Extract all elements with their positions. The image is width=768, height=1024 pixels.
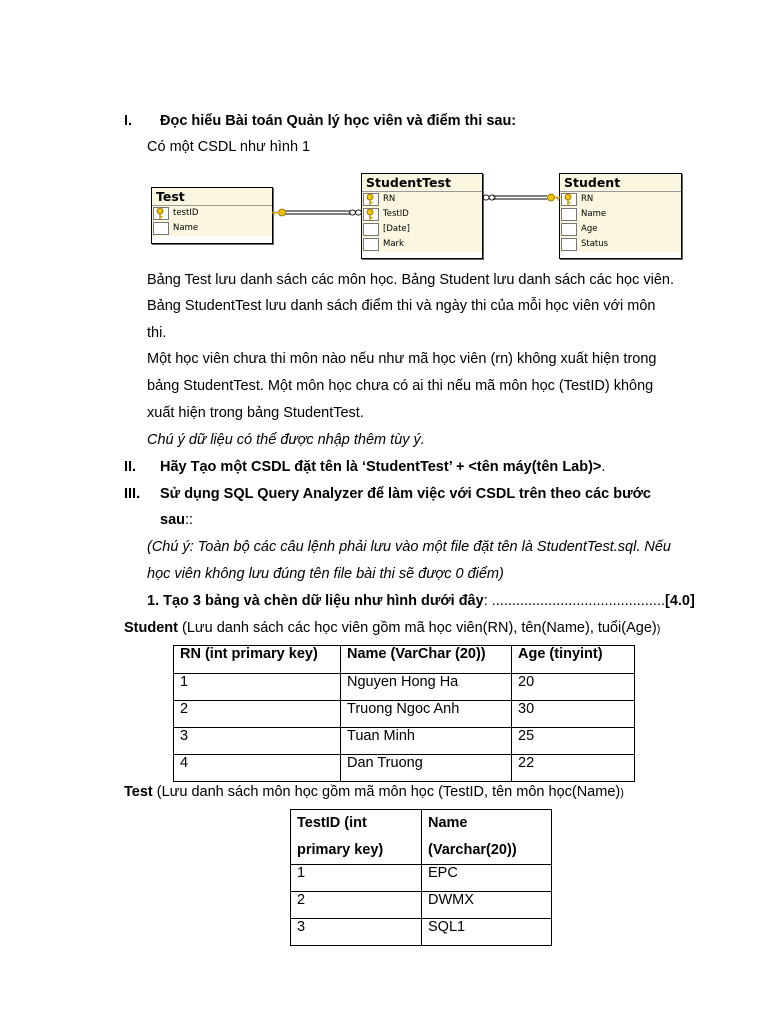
table-header-cell: Age (tinyint): [512, 646, 635, 674]
table-cell: 30: [512, 701, 635, 728]
table-cell: 1: [174, 674, 341, 701]
diagram-field-row: [362, 237, 482, 252]
test-data-table: [290, 809, 552, 946]
table-row: [291, 865, 552, 892]
diagram-field-name: Age: [581, 224, 598, 234]
section-3-note-line2: học viên không lưu đúng tên file bài thi sẽ được 0 điểm): [147, 566, 504, 582]
diagram-field-name: [Date]: [383, 224, 410, 234]
diagram-table-student: [559, 173, 682, 259]
section-1-title: Đọc hiểu Bài toán Quản lý học viên và điểm thi sau:: [160, 113, 517, 129]
table-header-cell: [291, 810, 422, 865]
note-line: Chú ý dữ liệu có thể được nhập thêm tùy ý.: [147, 432, 425, 448]
paragraph-line: Một học viên chưa thi môn nào nếu như mã học viên (rn) không xuất hiện trong: [147, 351, 657, 367]
table-cell: 2: [174, 701, 341, 728]
table-cell: 3: [291, 919, 422, 946]
section-3-number: III.: [124, 486, 141, 502]
table-row: [174, 728, 635, 755]
diagram-table-title: Test: [152, 188, 272, 206]
row-selector: [363, 238, 379, 251]
diagram-field-name: testID: [173, 208, 199, 218]
diagram-field-row: [362, 207, 482, 222]
key-icon: [365, 193, 375, 206]
diagram-field-row: [152, 221, 272, 236]
section-3-note-line1: (Chú ý: Toàn bộ các câu lệnh phải lưu vào một file đặt tên là StudentTest.sql. Nếu: [147, 539, 671, 555]
row-selector: [363, 223, 379, 236]
table-header-cell: Name (VarChar (20)): [341, 646, 512, 674]
header-line: primary key): [297, 842, 384, 858]
infinity-icon: [350, 210, 362, 215]
section-3-title-word: sau: [160, 512, 185, 528]
diagram-field-name: Name: [173, 223, 199, 233]
student-caption-name: Student: [124, 620, 178, 636]
test-caption-desc: (Lưu danh sách môn học gồm mã môn học (TestID, tên môn học(Name): [152, 784, 621, 800]
diagram-table-test: [151, 187, 273, 244]
table-row: [291, 919, 552, 946]
table-header-row: [291, 810, 552, 865]
table-cell: 25: [512, 728, 635, 755]
diagram-table-title: Student: [560, 174, 681, 192]
header-line: Name: [428, 815, 468, 831]
header-line: (Varchar(20)): [428, 842, 517, 858]
diagram-field-row: [362, 222, 482, 237]
table-cell: 20: [512, 674, 635, 701]
student-data-table: [173, 645, 635, 782]
table-cell: 3: [174, 728, 341, 755]
diagram-field-row: [560, 222, 681, 237]
section-3-title-line2: [160, 512, 193, 528]
section-1-number: I.: [124, 113, 133, 129]
row-selector: [561, 208, 577, 221]
section-2-title: Hãy Tạo một CSDL đặt tên là ‘StudentTest’ + <tên máy(tên Lab)>: [160, 459, 602, 475]
diagram-field-name: Name: [581, 209, 607, 219]
task-1-dots: : ...........................................: [483, 593, 665, 609]
section-3-title-line1: Sử dụng SQL Query Analyzer để làm việc với CSDL trên theo các bước: [160, 486, 651, 502]
test-table-caption: [124, 784, 624, 800]
relationship-line-studenttest-student: [481, 191, 561, 205]
row-selector: [561, 238, 577, 251]
table-row: [174, 755, 635, 782]
table-cell: Tuan Minh: [341, 728, 512, 755]
section-2-number: II.: [124, 459, 137, 475]
table-cell: EPC: [422, 865, 552, 892]
table-cell: Dan Truong: [341, 755, 512, 782]
task-1-line: [147, 593, 695, 609]
section-2-text: [160, 459, 605, 475]
table-cell: Nguyen Hong Ha: [341, 674, 512, 701]
table-row: [291, 892, 552, 919]
paragraph-line: thi.: [147, 325, 167, 341]
diagram-field-name: RN: [581, 194, 594, 204]
table-cell: 4: [174, 755, 341, 782]
table-cell: 1: [291, 865, 422, 892]
student-caption-desc: (Lưu danh sách các học viên gồm mã học viên(RN), tên(Name), tuổi(Age): [177, 620, 657, 636]
diagram-table-studenttest: [361, 173, 483, 259]
row-selector: [153, 222, 169, 235]
table-cell: SQL1: [422, 919, 552, 946]
diagram-field-row: [560, 192, 681, 207]
test-caption-end: ): [620, 787, 624, 799]
key-icon: [272, 209, 286, 216]
header-line: TestID (int: [297, 815, 367, 831]
diagram-field-row: [362, 192, 482, 207]
table-row: [174, 674, 635, 701]
paragraph-line: Bảng Test lưu danh sách các môn học. Bảng Student lưu danh sách các học viên.: [147, 272, 674, 288]
diagram-table-title: StudentTest: [362, 174, 482, 192]
section-2-end: .: [601, 459, 606, 475]
relationship-line-test-studenttest: [271, 206, 363, 220]
paragraph-line: bảng StudentTest. Một môn học chưa có ai thi nếu mã môn học (TestID) không: [147, 378, 654, 394]
task-1-score: [4.0]: [664, 593, 695, 609]
key-icon: [563, 193, 573, 206]
key-icon: [155, 207, 165, 220]
diagram-field-name: TestID: [383, 209, 409, 219]
key-icon: [548, 194, 561, 201]
table-row: [174, 701, 635, 728]
table-cell: Truong Ngoc Anh: [341, 701, 512, 728]
table-header-cell: RN (int primary key): [174, 646, 341, 674]
diagram-field-row: [152, 206, 272, 221]
table-header-cell: [422, 810, 552, 865]
section-3-title-colons: ::: [185, 512, 194, 528]
student-caption-end: ): [656, 623, 661, 635]
row-selector: [561, 223, 577, 236]
diagram-intro: Có một CSDL như hình 1: [147, 139, 311, 155]
diagram-field-name: RN: [383, 194, 396, 204]
diagram-field-row: [560, 237, 681, 252]
paragraph-line: xuất hiện trong bảng StudentTest.: [147, 405, 364, 421]
diagram-field-row: [560, 207, 681, 222]
paragraph-line: Bảng StudentTest lưu danh sách điểm thi và ngày thi của mỗi học viên với môn: [147, 298, 656, 314]
diagram-field-name: Mark: [383, 239, 404, 249]
diagram-field-name: Status: [581, 239, 609, 249]
table-cell: DWMX: [422, 892, 552, 919]
test-caption-name: Test: [124, 784, 153, 800]
task-1-label: 1. Tạo 3 bảng và chèn dữ liệu như hình dưới đây: [147, 593, 484, 609]
student-table-caption: [124, 620, 660, 636]
table-cell: 22: [512, 755, 635, 782]
table-header-row: [174, 646, 635, 674]
key-icon: [365, 208, 375, 221]
table-cell: 2: [291, 892, 422, 919]
